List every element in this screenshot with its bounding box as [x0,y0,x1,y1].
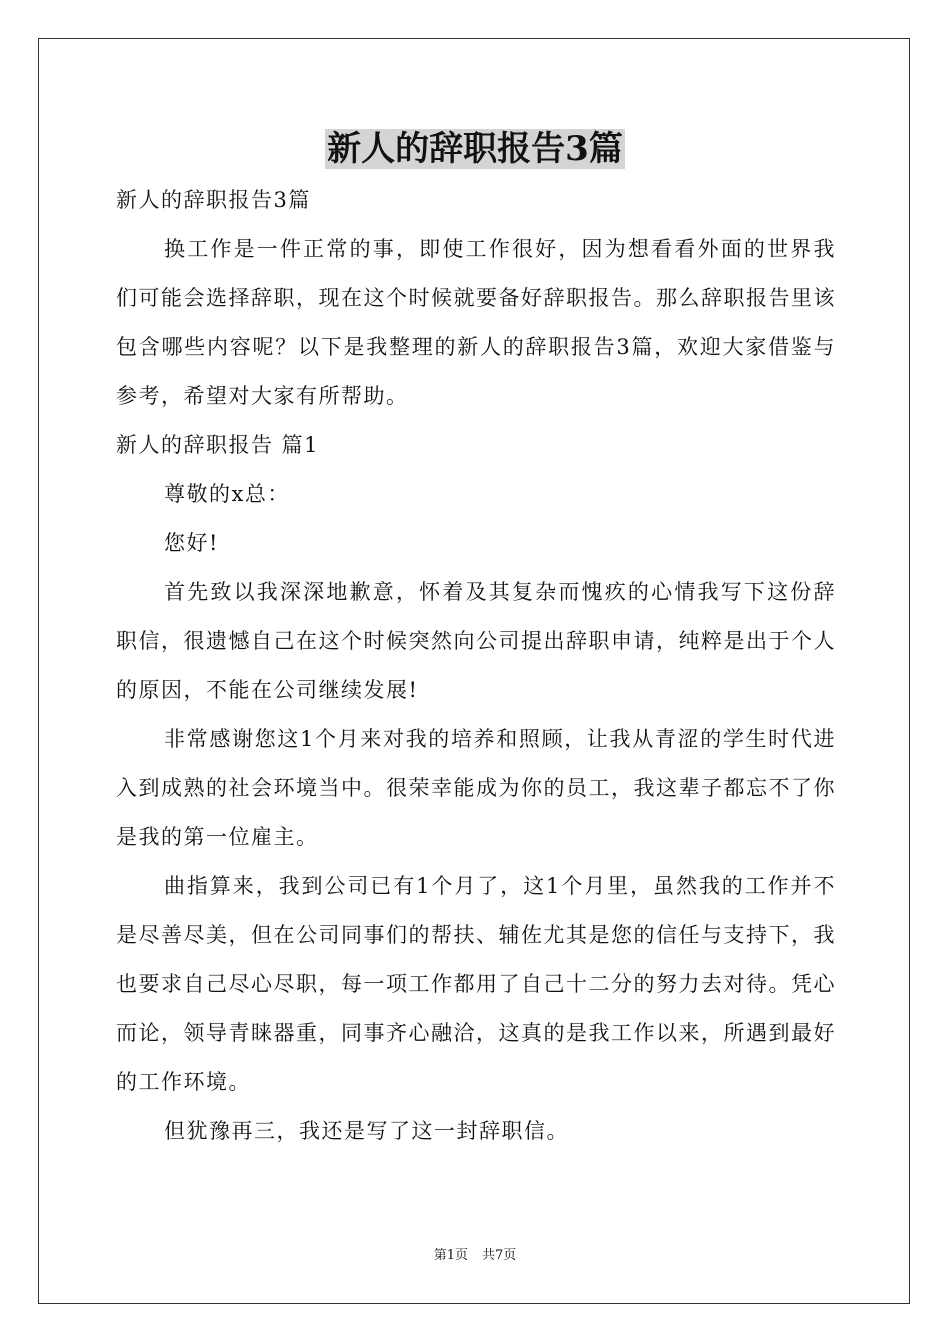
paragraph: 首先致以我深深地歉意，怀着及其复杂而愧疚的心情我写下这份辞职信，很遗憾自己在这个时候突然向公司提出辞职申请，纯粹是出于个人的原因，不能在公司继续发展! [116,580,836,702]
paragraph: 曲指算来，我到公司已有1个月了，这1个月里，虽然我的工作并不是尽善尽美，但在公司同事们的帮扶、辅佐尤其是您的信任与支持下，我也要求自己尽心尽职，每一项工作都用了自己十二分的努力去对待。凭心而论，领导青睐器重，同事齐心融洽，这真的是我工作以来，所遇到最好的工作环境。 [116,874,836,1094]
paragraph: 新人的辞职报告3篇 [116,188,311,212]
document-title [0,124,950,174]
paragraph: 尊敬的x总： [164,482,290,506]
document-title-text: 新人的辞职报告3篇 [327,129,623,169]
paragraph: 换工作是一件正常的事，即使工作很好，因为想看看外面的世界我们可能会选择辞职，现在这个时候就要备好辞职报告。那么辞职报告里该包含哪些内容呢？以下是我整理的新人的辞职报告3篇，欢迎大家借鉴与参考，希望对大家有所帮助。 [116,237,836,408]
paragraph: 新人的辞职报告 篇1 [116,433,320,457]
page-number: 第1页 [433,1248,468,1263]
page-total: 共7页 [482,1248,517,1263]
document-body [116,176,836,1156]
page-footer [0,1246,950,1266]
paragraph: 您好! [164,531,219,555]
paragraph: 非常感谢您这1个月来对我的培养和照顾，让我从青涩的学生时代进入到成熟的社会环境当中。很荣幸能成为你的员工，我这辈子都忘不了你是我的第一位雇主。 [116,727,836,849]
paragraph: 但犹豫再三，我还是写了这一封辞职信。 [164,1119,569,1143]
